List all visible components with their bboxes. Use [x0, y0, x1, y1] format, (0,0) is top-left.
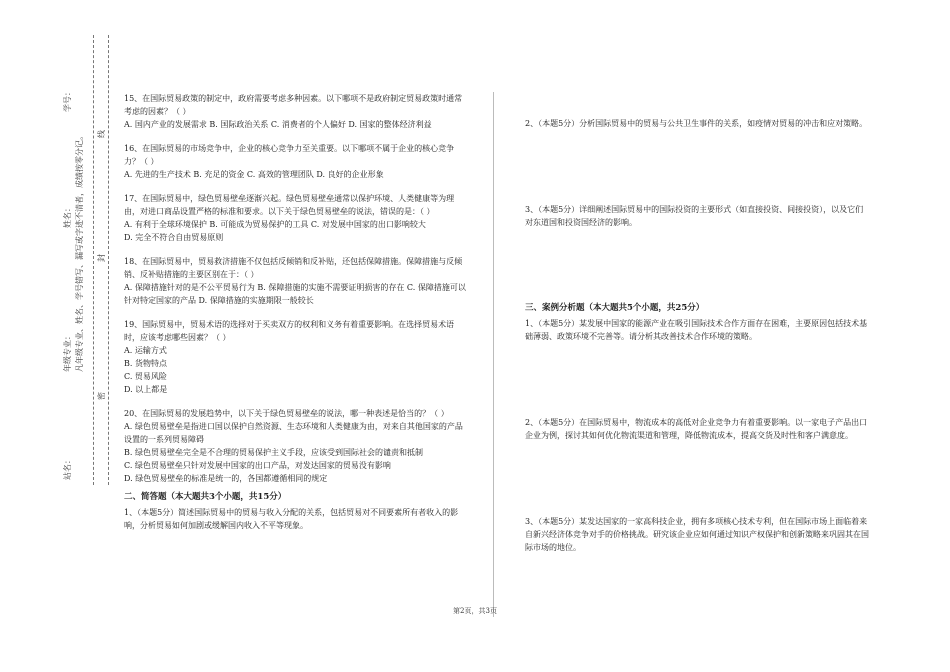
short-answer-question-3: 3、（本题5分）详细阐述国际贸易中的国际投资的主要形式（如直接投资、间接投资），以及它们对东道国和投资国经济的影响。 [525, 205, 864, 227]
question-16 [124, 142, 469, 181]
option-c: C. 贸易风险 [124, 372, 167, 381]
case-question-1: 1、（本题5分）某发展中国家的能源产业在吸引国际技术合作方面存在困难，主要原因包括技术基础薄弱、政策环境不完善等。请分析其改善技术合作环境的策略。 [525, 319, 868, 341]
question-text: 19、国际贸易中，贸易术语的选择对于买卖双方的权利和义务有着重要影响。在选择贸易术语时，应该考虑哪些因素？（ ） [124, 320, 455, 342]
page-footer: 第2页，共3页 [453, 607, 497, 615]
margin-label-station: 站名： [63, 456, 72, 480]
option-d: D. 绿色贸易壁垒的标准是统一的，各国都遵循相同的规定 [124, 474, 328, 483]
section-title-short-answer: 二、简答题（本大题共3个小题，共15分） [124, 492, 287, 502]
margin-seal-xian: 线 [97, 130, 106, 138]
option-a: A. 运输方式 [124, 346, 167, 355]
question-19 [124, 318, 469, 396]
case-question-3: 3、（本题5分）某发达国家的一家高科技企业，拥有多项核心技术专利，但在国际市场上面临着来自新兴经济体竞争对手的价格挑战。研究该企业应如何通过知识产权保护和创新策略来巩固其在国际市场的地位。 [525, 517, 869, 552]
option-d: D. 以上都是 [124, 385, 168, 394]
right-column [525, 117, 870, 554]
option-a: A. 绿色贸易壁垒是指进口国以保护自然资源、生态环境和人类健康为由，对来自其他国家的产品设置的一系列贸易障碍 [124, 422, 463, 444]
margin-label-student-id: 学号： [63, 88, 72, 112]
case-question-2: 2、（本题5分）在国际贸易中，物流成本的高低对企业竞争力有着重要影响。以一家电子产品出口企业为例，探讨其如何优化物流渠道和管理，降低物流成本，提高交货及时性和客户满意度。 [525, 418, 868, 440]
question-text: 20、在国际贸易的发展趋势中，以下关于绿色贸易壁垒的说法，哪一种表述是恰当的？（ ） [124, 409, 449, 418]
question-options: A. 国内产业的发展需求 B. 国际政治关系 C. 消费者的个人偏好 D. 国家的整体经济利益 [124, 120, 432, 129]
margin-label-grade-major: 年级专业： [63, 332, 72, 372]
option-c: C. 绿色贸易壁垒只针对发展中国家的出口产品，对发达国家的贸易没有影响 [124, 461, 391, 470]
question-options: A. 先进的生产技术 B. 充足的资金 C. 高效的管理团队 D. 良好的企业形象 [124, 170, 384, 179]
option-b: B. 货物特点 [124, 359, 167, 368]
question-18 [124, 255, 469, 307]
margin-dashed-line-inner [108, 35, 109, 485]
question-options-2: D. 完全不符合自由贸易原则 [124, 233, 224, 242]
question-20 [124, 407, 469, 485]
margin-seal-mi: 密 [97, 392, 106, 400]
short-answer-question-1: 1、（本题5分）简述国际贸易中的贸易与收入分配的关系，包括贸易对不同要素所有者收入的影响，分析贸易如何加剧或缓解国内收入不平等现象。 [124, 508, 459, 530]
question-text: 18、在国际贸易中，贸易救济措施不仅包括反倾销和反补贴，还包括保障措施。保障措施与反倾销、反补贴措施的主要区别在于：（ ） [124, 257, 463, 279]
question-text: 16、在国际贸易的市场竞争中，企业的核心竞争力至关重要。以下哪项不属于企业的核心竞争力？（ ） [124, 144, 455, 166]
question-text: 15、在国际贸易政策的制定中，政府需要考虑多种因素。以下哪项不是政府制定贸易政策时通常考虑的因素？（ ） [124, 94, 463, 116]
question-options: A. 有利于全球环境保护 B. 可能成为贸易保护的工具 C. 对发展中国家的出口影响较大 [124, 220, 426, 229]
left-column [124, 92, 469, 532]
column-divider [493, 92, 494, 617]
question-options: A. 保障措施针对的是不公平贸易行为 B. 保障措施的实施不需要证明损害的存在 C. 保障措施可以针对特定国家的产品 D. 保障措施的实施期限一般较长 [124, 283, 466, 305]
question-17 [124, 192, 469, 244]
margin-instruction: 凡年级专业、姓名、学号错写、漏写或字迹不清者，成绩按零分记。 [75, 132, 84, 372]
margin-dashed-line-outer [93, 35, 94, 485]
section-title-case-analysis: 三、案例分析题（本大题共5个小题，共25分） [525, 303, 705, 313]
question-text: 17、在国际贸易中，绿色贸易壁垒逐渐兴起。绿色贸易壁垒通常以保护环境、人类健康等为理由，对进口商品设置严格的标准和要求。以下关于绿色贸易壁垒的说法，错误的是：（ ） [124, 194, 455, 216]
short-answer-question-2: 2、（本题5分）分析国际贸易中的贸易与公共卫生事件的关系，如疫情对贸易的冲击和应对策略。 [525, 119, 868, 128]
margin-seal-feng: 封 [97, 254, 106, 262]
question-15 [124, 92, 469, 131]
margin-label-name: 姓名： [63, 204, 72, 228]
option-b: B. 绿色贸易壁垒完全是不合理的贸易保护主义手段，应该受到国际社会的谴责和抵制 [124, 448, 423, 457]
